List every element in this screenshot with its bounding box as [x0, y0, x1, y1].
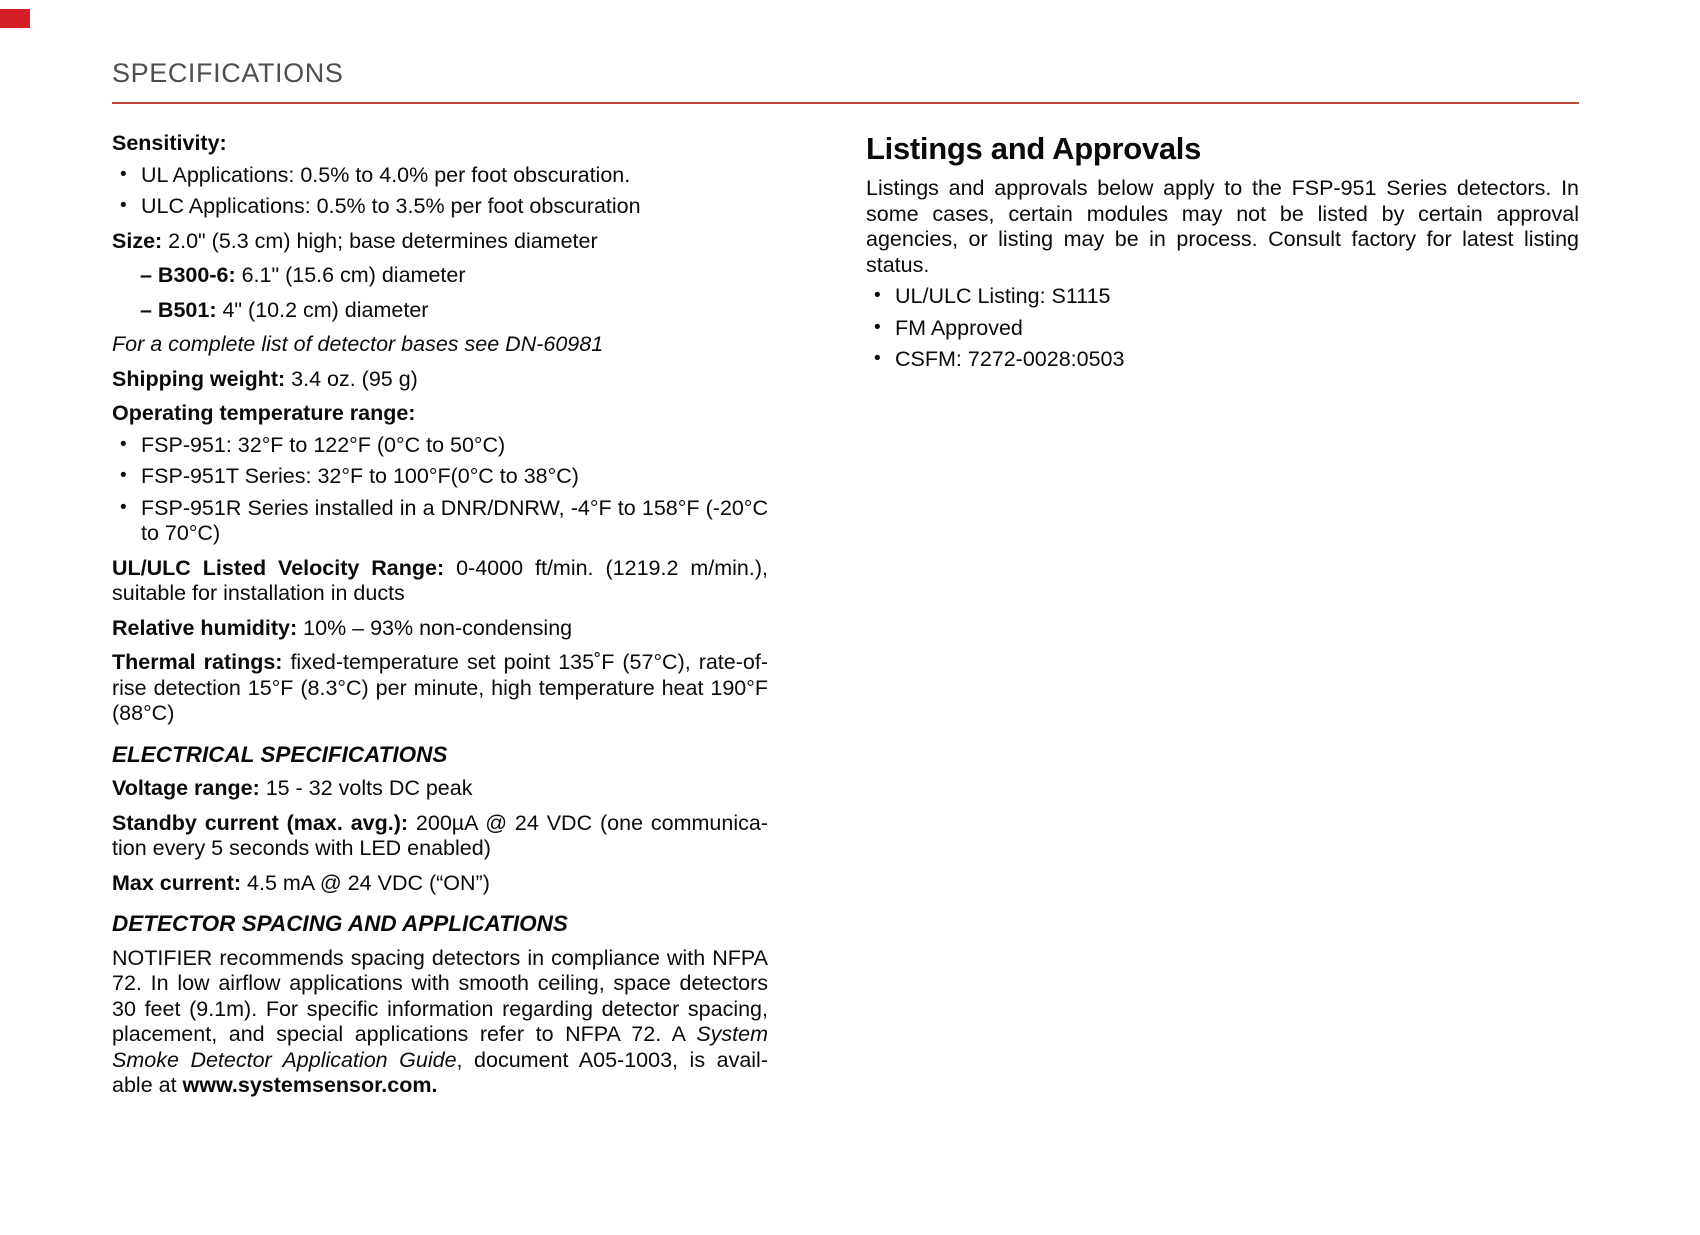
bullet-fsp-951: [112, 433, 768, 459]
page-title: SPECIFICATIONS: [112, 58, 344, 88]
text-segment: Voltage range:: [112, 776, 260, 800]
bullet-icon: •: [120, 433, 127, 455]
bullet-text: [141, 433, 505, 457]
header-rule-divider: [112, 102, 1579, 104]
text-segment: 4" (10.2 cm) diameter: [216, 297, 429, 322]
bullet-icon: •: [120, 195, 127, 216]
text-segment: CSFM: 7272-0028:0503: [895, 347, 1125, 371]
bullet-text: [141, 464, 579, 488]
page-corner-mark: [0, 9, 30, 28]
base-b501: [140, 298, 768, 324]
thermal-ratings-spec: [112, 650, 768, 727]
text-segment: FSP-951R Series installed in a DNR/DNRW, -4°F to 158°F (-20°C to 70°C): [141, 495, 768, 545]
text-segment: ELECTRICAL SPECIFICATIONS: [112, 741, 448, 767]
text-segment: Operating temperature range:: [112, 401, 416, 425]
text-segment: 200µA @ 24 VDC (one communica-tion every 5 seconds with LED enabled): [112, 810, 768, 860]
bullet-text: [141, 194, 641, 218]
detector-bases-note: [112, 332, 768, 358]
text-segment: NOTIFIER recommends spacing detectors in compliance with NFPA 72. In low airflow applications with smooth ceiling, space detectors 30 feet (9.1m). For specific information regarding detector spacing, placement, and special applications refer to NFPA 72. A: [112, 945, 768, 1046]
listings-approvals-column: [866, 131, 1579, 373]
text-segment: – B501:: [140, 297, 217, 322]
text-segment: Listings and approvals below apply to the FSP-951 Series detectors. In some cases, certain modules may not be listed by certain approval agencies, or listing may be in process. Consult factory for latest listing status.: [866, 176, 1579, 277]
velocity-range-spec: [112, 556, 768, 607]
text-segment: FSP-951: 32°F to 122°F (0°C to 50°C): [141, 432, 506, 457]
text-segment: UL/ULC Listed Velocity Range:: [112, 555, 445, 580]
sensitivity-label: [112, 131, 768, 157]
text-segment: For a complete list of detector bases see DN-60981: [112, 332, 604, 356]
voltage-range-spec: [112, 776, 768, 802]
text-segment: ULC Applications: 0.5% to 3.5% per foot obscuration: [141, 194, 641, 218]
text-segment: 3.4 oz. (95 g): [285, 366, 418, 391]
detector-spacing-heading: [112, 911, 768, 937]
specifications-column: [112, 131, 768, 1099]
listings-approvals-heading: Listings and Approvals: [866, 131, 1202, 166]
text-segment: FM Approved: [895, 315, 1023, 340]
text-segment: System Smoke Detector Application Guide: [112, 1022, 768, 1072]
bullet-icon: •: [120, 496, 127, 518]
bullet-ul-ulc-listing: [866, 284, 1579, 310]
bullet-csfm: [866, 347, 1579, 373]
standby-current-spec: [112, 811, 768, 862]
text-segment: Size:: [112, 228, 163, 253]
size-spec: [112, 229, 768, 255]
bullet-text: [141, 163, 630, 187]
text-segment: UL Applications: 0.5% to 4.0% per foot obscuration.: [141, 162, 631, 187]
text-segment: Max current:: [112, 870, 242, 895]
bullet-icon: •: [120, 465, 127, 486]
bullet-icon: •: [874, 285, 881, 306]
max-current-spec: [112, 871, 768, 897]
base-b300-6: [140, 263, 768, 289]
detector-spacing-para: [112, 946, 768, 1099]
relative-humidity-spec: [112, 616, 768, 642]
text-segment: Thermal ratings:: [112, 650, 283, 674]
bullet-icon: •: [874, 316, 881, 338]
text-segment: 10% – 93% non-condensing: [297, 615, 573, 640]
electrical-specifications-heading: [112, 742, 768, 768]
text-segment: Relative humidity:: [112, 615, 298, 640]
listings-intro-para: [866, 176, 1579, 278]
bullet-text: [895, 347, 1124, 371]
text-segment: DETECTOR SPACING AND APPLICATIONS: [112, 911, 568, 936]
bullet-text: [895, 316, 1023, 340]
text-segment: 15 - 32 volts DC peak: [259, 776, 473, 800]
bullet-fsp-951r: [112, 496, 768, 547]
bullet-ulc-applications: [112, 194, 768, 220]
text-segment: Standby current (max. avg.):: [112, 810, 409, 835]
bullet-icon: •: [874, 348, 881, 369]
text-segment: , document A05-1003, is avail-able at: [112, 1047, 768, 1097]
text-segment: 2.0" (5.3 cm) high; base determines diameter: [162, 228, 598, 253]
text-segment: Sensitivity:: [112, 131, 227, 155]
text-segment: fixed-temperature set point 135˚F (57°C), rate-of-rise detection 15°F (8.3°C) per minute, high temperature heat 190°F (88°C): [112, 650, 768, 725]
bullet-fsp-951t: [112, 464, 768, 490]
text-segment: 0-4000 ft/min. (1219.2 m/min.), suitable for installation in ducts: [112, 555, 768, 605]
bullet-icon: •: [120, 163, 127, 185]
text-segment: www.systemsensor.com.: [182, 1073, 438, 1097]
text-segment: 4.5 mA @ 24 VDC (“ON”): [241, 870, 490, 895]
text-segment: FSP-951T Series: 32°F to 100°F(0°C to 38°C): [141, 464, 579, 488]
bullet-text: [141, 496, 768, 546]
bullet-text: [895, 284, 1111, 308]
text-segment: – B300-6:: [140, 263, 236, 287]
bullet-ul-applications: [112, 163, 768, 189]
text-segment: 6.1" (15.6 cm) diameter: [235, 263, 466, 287]
shipping-weight-spec: [112, 367, 768, 393]
bullet-fm-approved: [866, 316, 1579, 342]
text-segment: UL/ULC Listing: S1115: [895, 284, 1111, 308]
operating-temp-label: [112, 401, 768, 427]
text-segment: Shipping weight:: [112, 366, 286, 391]
